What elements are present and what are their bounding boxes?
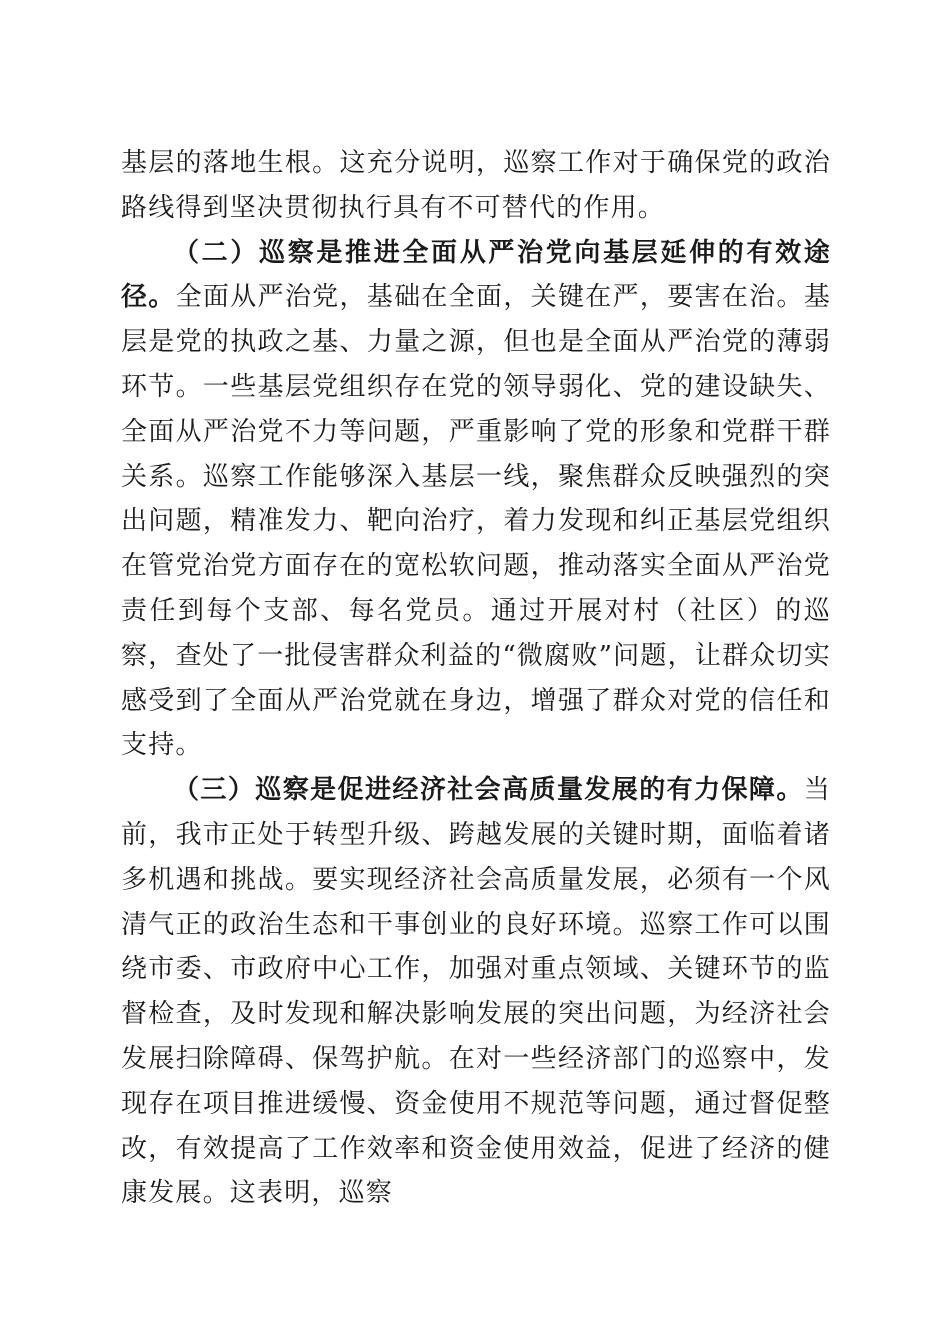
document-body — [121, 141, 831, 1216]
paragraph-section-3 — [121, 768, 831, 1216]
section-3-heading: （三）巡察是促进经济社会高质量发展的有力保障。 — [173, 775, 804, 806]
section-2-heading: （二）巡察是推进全面从严治党向基层延伸的有效途径。 — [121, 237, 831, 313]
paragraph-continuation: 基层的落地生根。这充分说明，巡察工作对于确保党的政治路线得到坚决贯彻执行具有不可替代的作用。 — [121, 148, 831, 223]
paragraph-section-2 — [121, 231, 831, 769]
section-3-body: 当前，我市正处于转型升级、跨越发展的关键时期，面临着诸多机遇和挑战。要实现经济社会高质量发展，必须有一个风清气正的政治生态和干事创业的良好环境。巡察工作可以围绕市委、市政府中心工作，加强对重点领域、关键环节的监督检查，及时发现和解决影响发展的突出问题，为经济社会发展扫除障碍、保驾护航。在对一些经济部门的巡察中，发现存在项目推进缓慢、资金使用不规范等问题，通过督促整改，有效提高了工作效率和资金使用效益，促进了经济的健康发展。这表明，巡察 — [121, 775, 831, 1209]
section-2-body: 全面从严治党，基础在全面，关键在严，要害在治。基层是党的执政之基、力量之源，但也是全面从严治党的薄弱环节。一些基层党组织存在党的领导弱化、党的建设缺失、全面从严治党不力等问题，严重影响了党的形象和党群干群关系。巡察工作能够深入基层一线，聚焦群众反映强烈的突出问题，精准发力、靶向治疗，着力发现和纠正基层党组织在管党治党方面存在的宽松软问题，推动落实全面从严治党责任到每个支部、每名党员。通过开展对村（社区）的巡察，查处了一批侵害群众利益的“微腐败”问题，让群众切实感受到了全面从严治党就在身边，增强了群众对党的信任和支持。 — [121, 282, 831, 761]
